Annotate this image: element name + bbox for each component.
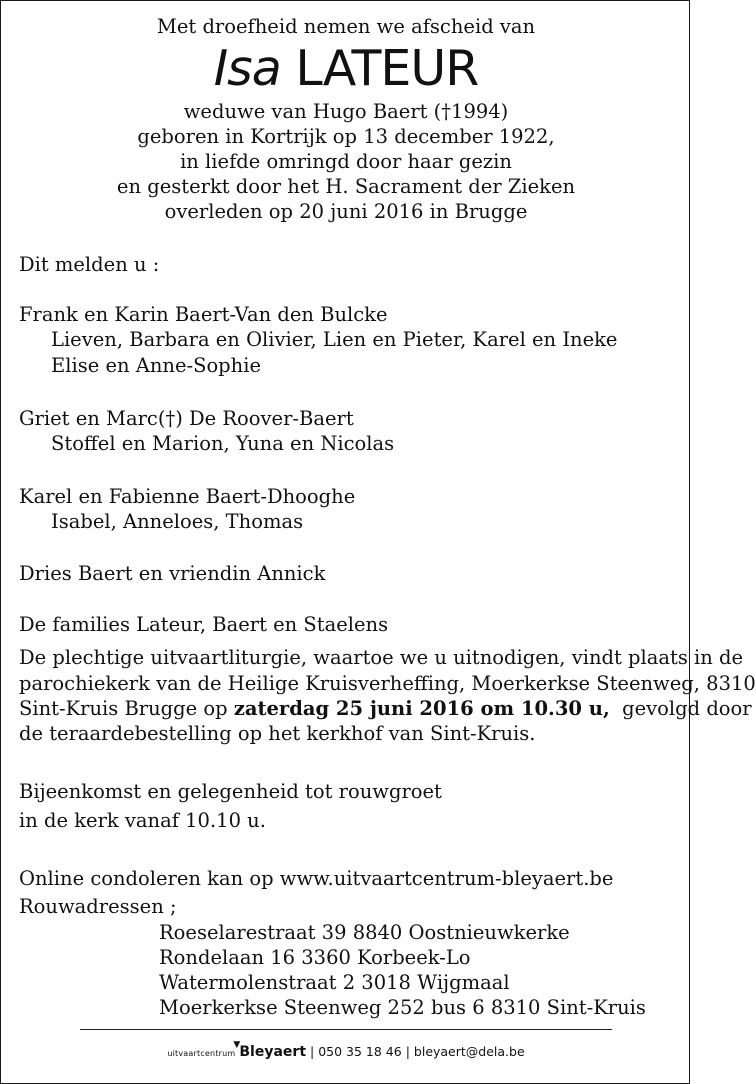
address-line: Watermolenstraat 2 3018 Wijgmaal [159, 971, 510, 994]
address-line: Roeselarestraat 39 8840 Oostnieuwkerke [159, 921, 570, 944]
brand-triangle-icon: ▼ [233, 1040, 241, 1050]
footer-brand [233, 1040, 307, 1060]
family-children: Stoffel en Marion, Yuna en Nicolas [51, 432, 395, 455]
addresses-label: Rouwadressen ; [19, 895, 177, 918]
family-head: Karel en Fabienne Baert-Dhooghe [19, 485, 356, 508]
family-head: De families Lateur, Baert en Staelens [19, 613, 389, 636]
family-head: Griet en Marc(†) De Roover-Baert [19, 407, 354, 430]
address-line: Moerkerkse Steenweg 252 bus 6 8310 Sint-Kruis [159, 996, 646, 1019]
detail-line: geboren in Kortrijk op 13 december 1922, [137, 125, 555, 148]
deceased-last-name: LATEUR [295, 40, 479, 97]
footer-prefix: uitvaartcentrum [167, 1049, 236, 1058]
footer-phone: 050 35 18 46 [318, 1044, 402, 1059]
footer-separator: | [405, 1044, 410, 1059]
liturgy-line [19, 697, 752, 721]
family-children: Isabel, Anneloes, Thomas [51, 510, 304, 533]
family-head: Frank en Karin Baert-Van den Bulcke [19, 303, 388, 326]
family-children: Lieven, Barbara en Olivier, Lien en Pieter, Karel en Ineke [51, 328, 618, 351]
gathering-line: in de kerk vanaf 10.10 u. [19, 809, 266, 832]
family-head: Dries Baert en vriendin Annick [19, 562, 326, 585]
detail-line: en gesterkt door het H. Sacrament der Zieken [116, 175, 576, 198]
family-children: Elise en Anne-Sophie [51, 354, 261, 377]
liturgy-text: gevolgd door [609, 697, 752, 720]
liturgy-date-time: zaterdag 25 juni 2016 om 10.30 u, [233, 697, 610, 720]
deceased-name [1, 39, 691, 99]
gathering-line: Bijeenkomst en gelegenheid tot rouwgroet [19, 780, 442, 803]
footer-divider [80, 1029, 612, 1030]
brand-name: Bleyaert [239, 1044, 307, 1060]
liturgy-line: parochiekerk van de Heilige Kruisverheffing, Moerkerkse Steenweg, 8310 [19, 672, 756, 695]
liturgy-text: Sint-Kruis Brugge op [19, 697, 234, 720]
online-condolence: Online condoleren kan op www.uitvaartcentrum-bleyaert.be [19, 867, 614, 890]
footer-email: bleyaert@dela.be [413, 1044, 525, 1059]
announce-text: Dit melden u : [19, 253, 160, 276]
liturgy-line: de teraardebestelling op het kerkhof van Sint-Kruis. [19, 722, 536, 745]
deceased-first-name: Isa [213, 40, 281, 97]
footer [1, 1040, 691, 1063]
intro-text: Met droefheid nemen we afscheid van [156, 15, 536, 38]
liturgy-line: De plechtige uitvaartliturgie, waartoe we u uitnodigen, vindt plaats in de [19, 646, 744, 669]
detail-line: weduwe van Hugo Baert (†1994) [183, 100, 509, 123]
address-line: Rondelaan 16 3360 Korbeek-Lo [159, 946, 471, 969]
detail-line: in liefde omringd door haar gezin [180, 150, 512, 173]
detail-line: overleden op 20 juni 2016 in Brugge [164, 200, 528, 223]
footer-separator: | [310, 1044, 315, 1059]
